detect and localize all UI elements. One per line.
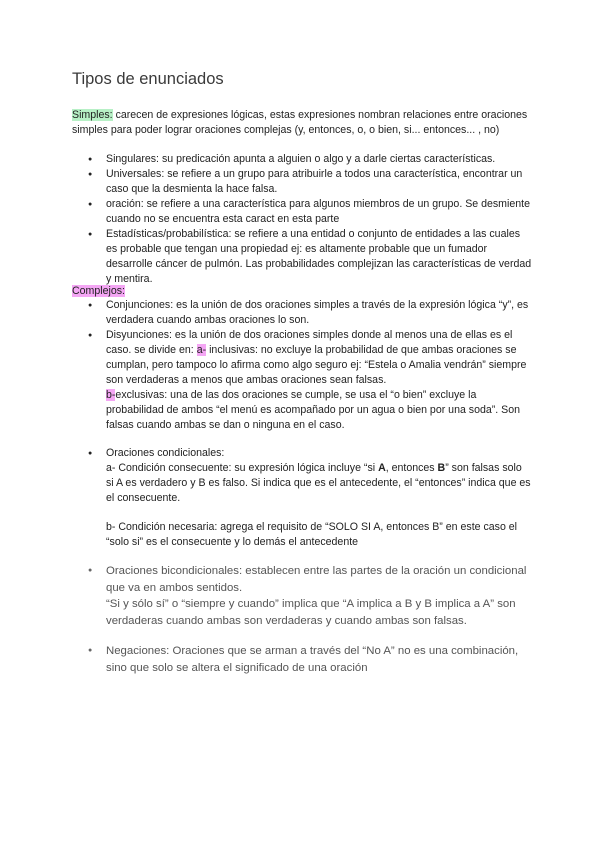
list-item-oracion: ● oración: se refiere a una característica para algunos miembros de un grupo. Se desmiente cuando no se encuentra esta caract en esta parte	[72, 197, 532, 227]
bicondicionales-line1: ● Oraciones bicondicionales: establecen entre las partes de la oración un condicional que va en ambos sentidos.	[106, 565, 527, 594]
complejos-list	[72, 298, 532, 433]
condicionales-heading: ● Oraciones condicionales:	[106, 447, 225, 459]
condicionales-a-bold-a: A	[378, 462, 386, 474]
bicondicionales-line2: “Si y sólo sí” o “siempre y cuando” implica que “A implica a B y B implica a A” son verdaderas cuando ambas son verdaderas y cuando ambas son falsas.	[106, 598, 516, 627]
simples-text: carecen de expresiones lógicas, estas expresiones nombran relaciones entre oraciones simples para poder lograr oraciones complejas (y, entonces, o, o bien, si... entonces... , no)	[72, 109, 528, 136]
disyunciones-b-text: exclusivas: una de las dos oraciones se cumple, se usa el “o bien” excluye la probabilidad de ambos “el menú es acompañado por un agua o bien por una soda”. Son falsas cuando ambas se dan o ninguna en el caso.	[106, 389, 521, 431]
condicionales-a-bold-b: B	[437, 462, 446, 474]
condicionales-b: b- Condición necesaria: agrega el requisito de “SOLO SI A, entonces B” en este caso el “solo si” es el consecuente y lo demás el antecedente	[106, 521, 518, 548]
list-item-conjunciones: ● Conjunciones: es la unión de dos oraciones simples a través de la expresión lógica “y”, es verdadera cuando ambas oraciones lo son.	[72, 298, 532, 328]
condicionales-a-mid: , entonces	[385, 462, 438, 474]
list-item-singulares: ● Singulares: su predicación apunta a alguien o algo y a darle ciertas características.	[72, 152, 532, 167]
page-title: Tipos de enunciados	[72, 70, 224, 88]
condicionales-a-post: ” son falsas solo si A es verdadero y B es falso. Si indica que es el antecedente, el “entonces” indica que es el consecuente.	[106, 462, 531, 504]
list-item-negaciones: ● Negaciones: Oraciones que se arman a través del “No A” no es una combinación, sino que solo se altera el significado de una oración	[72, 643, 532, 676]
condicionales-a	[106, 461, 532, 506]
disyunciones-a-text: inclusivas: no excluye la probabilidad de que ambas oraciones se cumplan, pero tampoco lo afirma como algo seguro ej: “Estela o Amalia vendrán” siempre son verdaderas a menos que ambas oraciones sean falsas.	[106, 344, 527, 386]
list-item-disyunciones	[72, 328, 532, 433]
condicionales-a-pre: a- Condición consecuente: su expresión lógica incluye “si	[106, 462, 379, 474]
simples-paragraph	[72, 108, 532, 138]
simples-list	[72, 152, 532, 287]
simples-label: Simples:	[72, 109, 113, 121]
negaciones-list	[72, 643, 532, 676]
list-item-estadisticas: ● Estadísticas/probabilística: se refiere a una entidad o conjunto de entidades a las cuales es probable que tengan una propiedad ej: es altamente probable que un fumador desarrolle cáncer de pulmón. Las probabilidades complejizan las características de verdad y mentira.	[72, 227, 532, 287]
bicondicionales-list	[72, 563, 532, 629]
complejos-label: Complejos:	[72, 285, 125, 297]
disyunciones-intro: Disyunciones: es la unión de dos oraciones simples donde al menos una de ellas es el caso. se divide en:	[106, 329, 513, 356]
list-item-bicondicionales	[72, 563, 532, 629]
disyunciones-b-mark: b-	[106, 389, 116, 401]
condicionales-list	[72, 446, 532, 550]
complejos-paragraph	[72, 284, 532, 299]
list-item-universales: ● Universales: se refiere a un grupo para atribuirle a todos una característica, encontrar un caso que la desmienta la hace falsa.	[72, 167, 532, 197]
disyunciones-a-mark: a-	[196, 344, 207, 356]
list-item-condicionales	[72, 446, 532, 550]
